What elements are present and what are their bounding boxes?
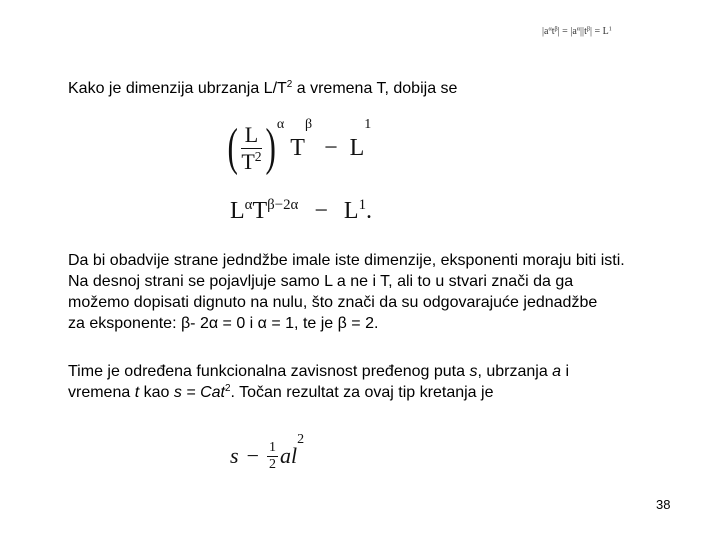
exponent-explanation (68, 250, 625, 334)
explanation-line: za eksponente: β- 2α = 0 i α = 1, te je β = 2. (68, 315, 379, 332)
explanation-line: Na desnoj strani se pojavljuje samo L a ne i T, ali to u stvari znači da ga (68, 273, 574, 290)
functional-dependence-text: Time je određena funkcionalna zavisnost pređenog puta s, ubrzanja a i vremena t kao s = Cat$^2$. Točan rezultat za ovaj tip kretanja je (68, 363, 570, 401)
explanation-line: možemo dopisati dignuto na nulu, što znači da su odgovarajuće jednadžbe (68, 294, 598, 311)
result-formula: s − $\frac{1}{2}$ a l 2 (230, 432, 305, 472)
dimension-formula-1: ( $\frac{L}{T^2}$ ) α T β − L 1 (227, 117, 372, 176)
page-number: 38 (656, 497, 671, 512)
dimension-formula-2: $L^\alpha T^{\beta-2\alpha} - L^1$. (230, 197, 372, 224)
explanation-line: Da bi obadvije strane jedndžbe imale iste dimenzije, eksponenti moraju biti isti. (68, 252, 625, 269)
top-right-formula: $|a^\alpha t^\beta| = |a^\alpha||t^\beta| = L^1$ (542, 25, 612, 37)
intro-text: Kako je dimenzija ubrzanja $L/T^2$ a vremena T, dobija se (68, 79, 458, 97)
